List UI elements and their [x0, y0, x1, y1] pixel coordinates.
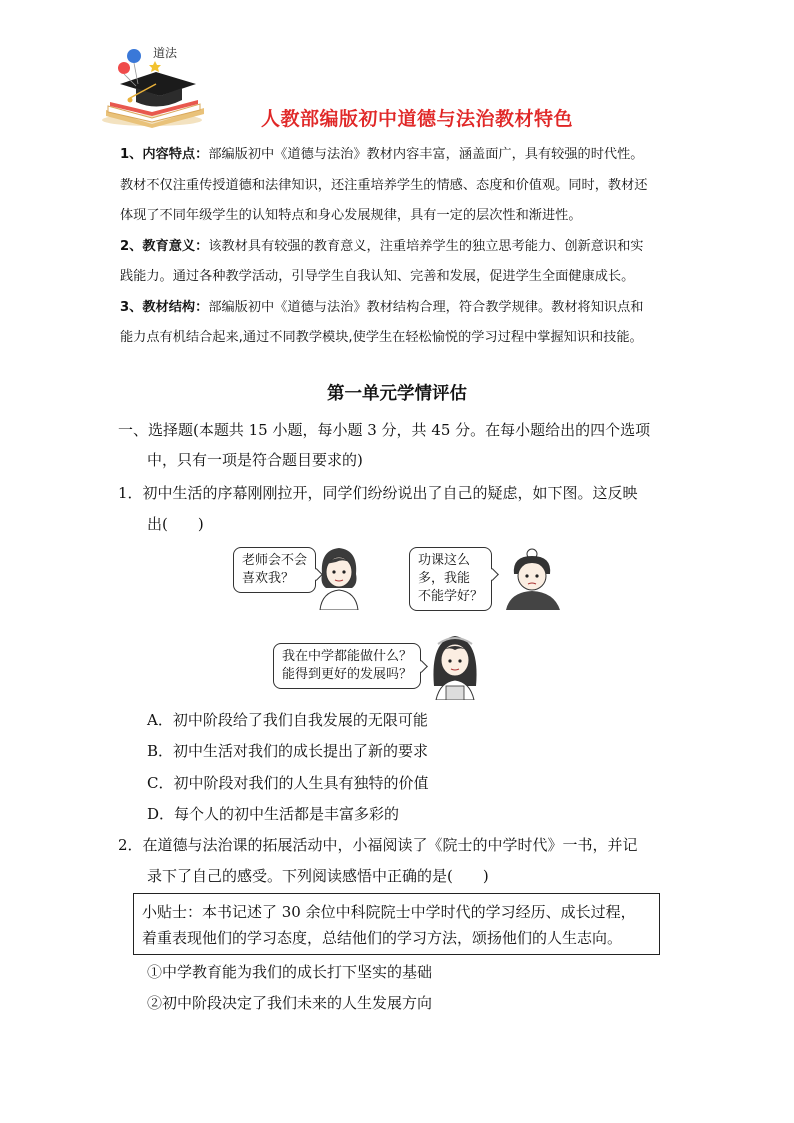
intro-line: 部编版初中《道德与法治》教材结构合理，符合教学规律。教材将知识点和	[208, 299, 644, 315]
intro-paragraph-3	[120, 293, 680, 324]
question-1-stem: 1．初中生活的序幕刚刚拉开，同学们纷纷说出了自己的疑虑，如下图。这反映	[118, 484, 638, 502]
intro-line: 该教材具有较强的教育意义，注重培养学生的独立思考能力、创新意识和实	[208, 238, 644, 254]
bubble-line: 老师会不会	[242, 553, 308, 568]
section-title: 第一单元学情评估	[327, 384, 467, 404]
intro-label-3: 3、教材结构：	[120, 299, 209, 315]
girl-long-hair-figure-icon	[428, 630, 482, 700]
part1-instructions-cont: 中，只有一项是符合题目要求的)	[147, 451, 363, 469]
part1-instructions: 一、选择题(本题共 15 小题，每小题 3 分，共 45 分。在每小题给出的四个选项	[118, 421, 651, 439]
bubble-line: 我在中学都能做什么？	[282, 649, 413, 664]
bubble-line: 功课这么	[418, 553, 471, 568]
intro-label-2: 2、教育意义：	[120, 238, 209, 254]
tip-box	[133, 893, 660, 955]
logo-word: 道法	[153, 46, 178, 60]
intro-line: 能力点有机结合起来,通过不同教学模块,使学生在轻松愉悦的学习过程中掌握知识和技能。	[120, 330, 643, 345]
intro-paragraph-2	[120, 232, 680, 263]
intro-section	[120, 140, 680, 354]
option-b[interactable]: B．初中生活对我们的成长提出了新的要求	[147, 742, 429, 760]
option-a[interactable]: A．初中阶段给了我们自我发展的无限可能	[147, 711, 428, 729]
option-c[interactable]: C．初中阶段对我们的人生具有独特的价值	[147, 774, 429, 792]
tip-line: 小贴士：本书记述了 30 余位中科院院士中学时代的学习经历、成长过程，	[142, 903, 636, 921]
bubble-line: 不能学好？	[418, 589, 484, 604]
intro-line: 践能力。通过各种教学活动，引导学生自我认知、完善和发展，促进学生全面健康成长。	[120, 269, 635, 284]
document-title: 人教部编版初中道德与法治教材特色	[260, 108, 573, 130]
intro-paragraph-1	[120, 140, 680, 171]
tip-line: 着重表现他们的学习态度，总结他们的学习方法，颂扬他们的人生志向。	[142, 929, 623, 947]
question-1-stem-cont: 出( )	[147, 515, 204, 533]
speech-bubble-teacher	[233, 547, 316, 593]
intro-line: 部编版初中《道德与法治》教材内容丰富，涵盖面广，具有较强的时代性。	[208, 147, 644, 162]
intro-label-1: 1、内容特点：	[120, 147, 209, 162]
option-d[interactable]: D．每个人的初中生活都是丰富多彩的	[147, 805, 400, 823]
bubble-line: 多，我能	[418, 571, 471, 586]
girl-short-hair-figure-icon	[314, 544, 364, 610]
speech-bubble-homework	[409, 547, 492, 611]
intro-line: 体现了不同年级学生的认知特点和身心发展规律，具有一定的层次性和渐进性。	[120, 208, 582, 223]
speech-bubble-development	[273, 643, 421, 689]
boy-figure-icon	[500, 544, 564, 610]
bubble-line: 喜欢我？	[242, 571, 295, 586]
statement-1: ①中学教育能为我们的成长打下坚实的基础	[147, 963, 433, 981]
bubble-line: 能得到更好的发展吗？	[282, 667, 413, 682]
statement-2: ②初中阶段决定了我们未来的人生发展方向	[147, 994, 433, 1012]
question-2-stem: 2．在道德与法治课的拓展活动中，小福阅读了《院士的中学时代》一书，并记	[118, 836, 638, 854]
question-2-stem-cont: 录下了自己的感受。下列阅读感悟中正确的是( )	[147, 867, 489, 885]
intro-line: 教材不仅注重传授道德和法律知识，还注重培养学生的情感、态度和价值观。同时，教材还	[120, 177, 648, 193]
